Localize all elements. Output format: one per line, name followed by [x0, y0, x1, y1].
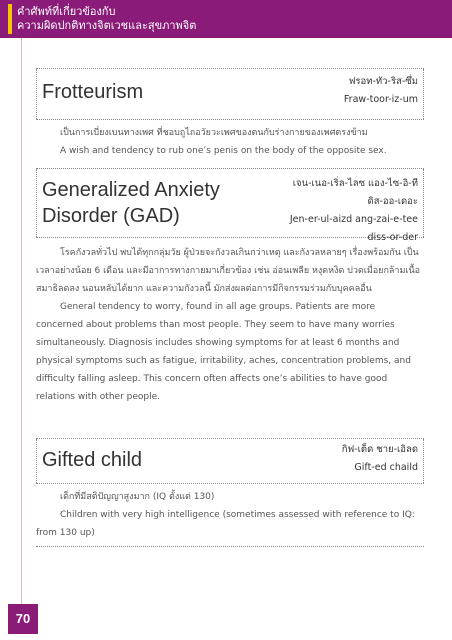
pronunciation-block: [344, 73, 418, 109]
definition-gifted-child: [36, 488, 424, 542]
term-box-gifted-child: [36, 438, 424, 484]
definition-thai: เด็กที่มีสติปัญญาสูงมาก (IQ ตั้งแต่ 130): [60, 492, 215, 502]
section-separator: [36, 546, 424, 547]
pronunciation-block: [342, 441, 418, 477]
term-box-gad: [36, 168, 424, 243]
pronunciation-roman: Gift-ed chaild: [354, 462, 418, 473]
pronunciation-block: [290, 175, 418, 247]
term-box-frotteurism: [36, 68, 424, 120]
pronunciation-roman-2: diss-or-der: [367, 232, 418, 243]
pronunciation-roman: Fraw-toor-iz-um: [343, 94, 418, 105]
definition-frotteurism: [36, 124, 424, 160]
left-margin-rule: [21, 38, 22, 604]
definition-english: General tendency to worry, found in all age groups. Patients are more concerned about problems than most people. They seem to have many worries simultaneously. Diagnosis includes showing symptoms for at least 6 months and physical symptoms such as fatigue, irritability, aches, concentration problems, and difficulty falling asleep. This concern often affects one’s abilities to have good relations with other people.: [36, 302, 411, 402]
page-header: [0, 0, 452, 38]
pronunciation-thai: ฟรอท-ทัว-ริส-ซึ่ม: [348, 76, 418, 87]
pronunciation-thai: กิฟ-เต็ด ชาย-เอิลด: [341, 444, 418, 455]
header-title-line-1: คำศัพท์ที่เกี่ยวข้องกับ: [17, 5, 116, 18]
page-number: 70: [8, 604, 38, 634]
definition-gad: [36, 244, 424, 406]
term-title: Gifted child: [42, 449, 143, 471]
pronunciation-thai-2: ดิส-ออ-เดอะ: [367, 196, 418, 207]
header-title-line-2: ความผิดปกติทางจิตเวชและสุขภาพจิต: [17, 19, 197, 32]
pronunciation-thai-1: เจน-เนอ-เริ่ล-ไลซ แอง-ไซ-อิ-ที: [292, 178, 418, 189]
header-accent-bar: [8, 4, 12, 34]
term-title: [42, 177, 220, 229]
term-title-line-1: Generalized Anxiety: [42, 179, 220, 201]
pronunciation-roman-1: Jen-er-ul-aizd ang-zai-e-tee: [289, 214, 418, 225]
term-title-line-2: Disorder (GAD): [42, 205, 180, 227]
definition-thai: เป็นการเบี่ยงเบนทางเพศ ที่ชอบถูไถอวัยวะเพศของตนกับร่างกายของเพศตรงข้าม: [60, 128, 368, 138]
definition-english: Children with very high intelligence (sometimes assessed with reference to IQ: from 130 up): [36, 510, 415, 538]
definition-thai: โรคกังวลทั่วไป พบได้ทุกกลุ่มวัย ผู้ป่วยจะกังวลเกินกว่าเหตุ และกังวลหลายๆ เรื่องพร้อมกัน เป็นเวลาอย่างน้อย 6 เดือน และมีอาการทางกายมาเกี่ยวข้อง เช่น อ่อนเพลีย หงุดหงิด ปวดเมื่อยกล้ามเนื้อ สมาธิลดลง นอนหลับได้ยาก และความกังวลนี้ มักส่งผลต่อการมีกิจกรรมร่วมกับบุคคลอื่น: [36, 248, 421, 294]
term-title: Frotteurism: [42, 81, 144, 103]
definition-english: A wish and tendency to rub one’s penis on the body of the opposite sex.: [60, 146, 387, 156]
